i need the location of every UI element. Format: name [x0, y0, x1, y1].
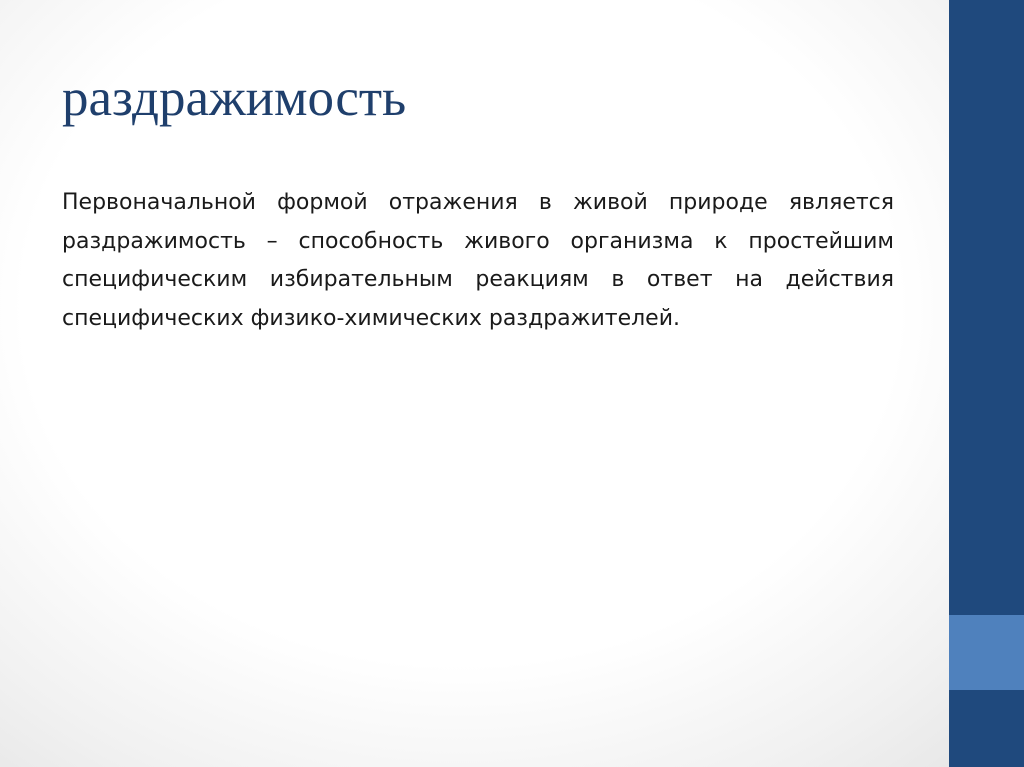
- slide-body-paragraph: Первоначальной формой отражения в живой природе является раздражимость – способность живого организма к простейшим специфическим избирательным реакциям в ответ на действия специфических физико-химических раздражителей.: [62, 190, 894, 331]
- decorative-sidebar-accent: [949, 615, 1024, 690]
- slide-title: раздражимость: [62, 69, 407, 127]
